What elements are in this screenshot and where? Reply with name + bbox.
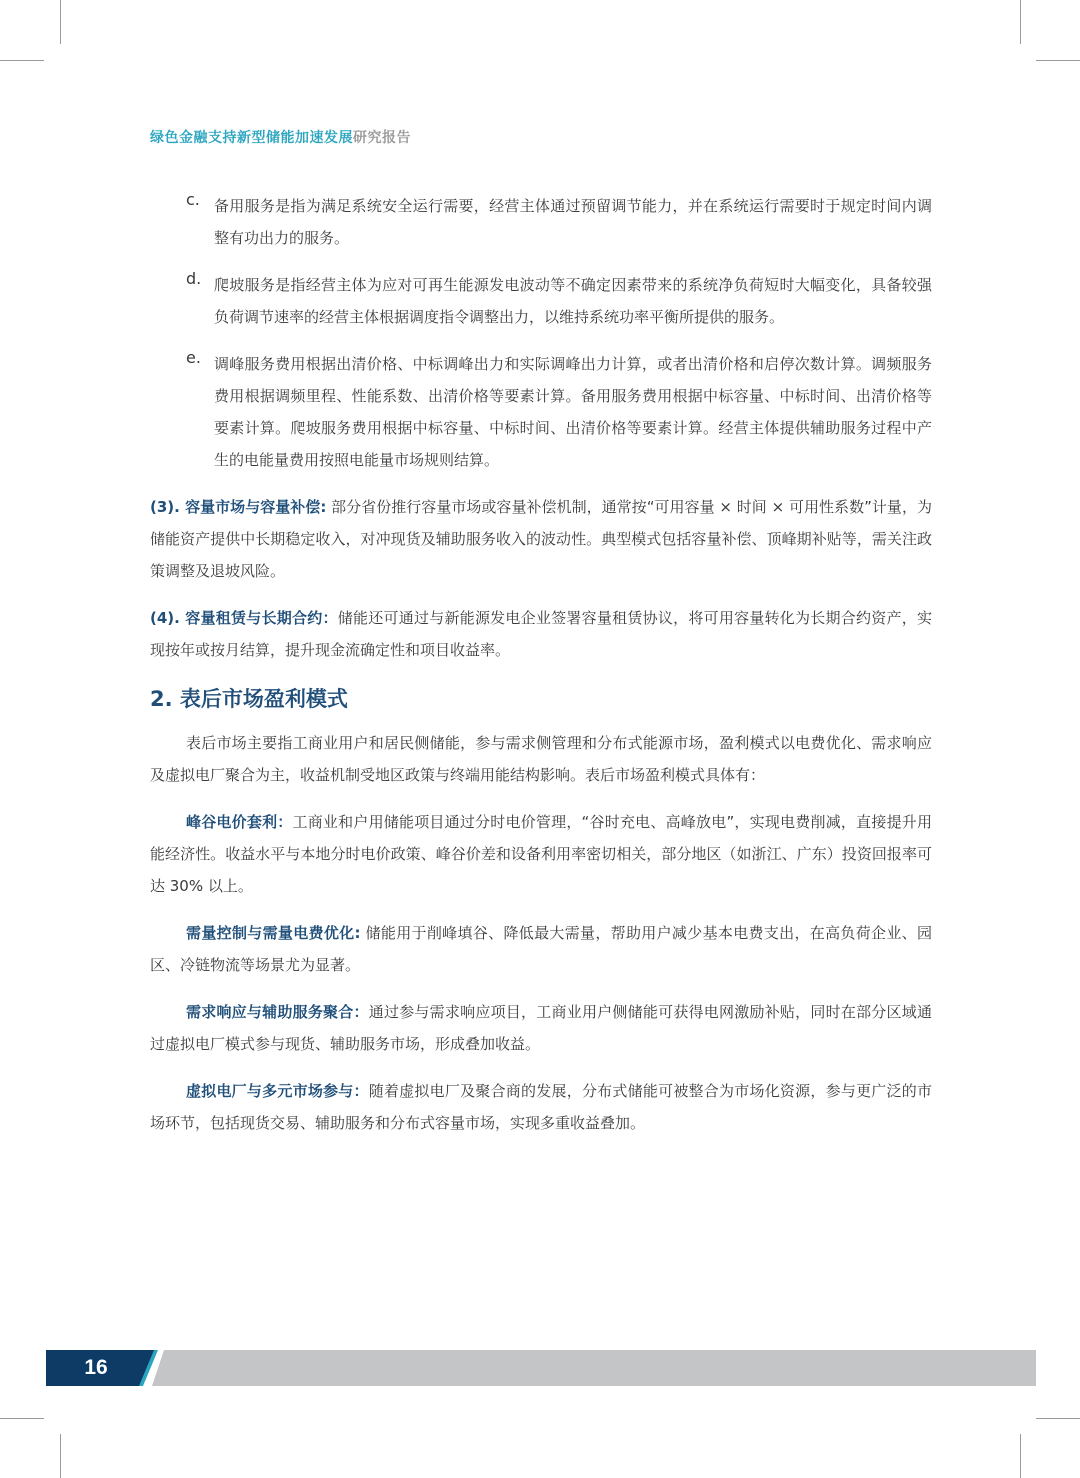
header-title-accent: 绿色金融支持新型储能加速发展 — [150, 130, 353, 146]
list-marker: c. — [186, 190, 200, 209]
section-heading: 2. 表后市场盈利模式 — [150, 687, 348, 711]
crop-mark — [1020, 1434, 1021, 1478]
list-item-text: 爬坡服务是指经营主体为应对可再生能源发电波动等不确定因素带来的系统净负荷短时大幅变化，具备较强负荷调节速率的经营主体根据调度指令调整出力，以维持系统功率平衡所提供的服务。 — [214, 276, 932, 326]
subsection-paragraph — [150, 491, 932, 587]
subsection-text: 部分省份推行容量市场或容量补偿机制，通常按“可用容量 × 时间 × 可用性系数”计量，为储能资产提供中长期稳定收入，对冲现货及辅助服务收入的波动性。典型模式包括容量补偿、顶峰期补贴等，需关注政策调整及退坡风险。 — [150, 498, 932, 580]
model-term: 需量控制与需量电费优化: — [186, 924, 361, 942]
list-item-text: 备用服务是指为满足系统安全运行需要，经营主体通过预留调节能力，并在系统运行需要时于规定时间内调整有功出力的服务。 — [214, 197, 932, 247]
crop-mark — [1020, 0, 1021, 44]
running-header — [150, 127, 411, 147]
subsection-term: (3). 容量市场与容量补偿: — [150, 498, 327, 516]
list-marker: e. — [186, 348, 201, 367]
page-number: 16 — [84, 1356, 108, 1379]
model-term: 虚拟电厂与多元市场参与： — [186, 1082, 369, 1100]
list-item — [150, 190, 932, 254]
subsection-paragraph — [150, 602, 932, 666]
list-item — [150, 348, 932, 476]
footer-bar — [46, 1350, 1036, 1386]
model-term: 峰谷电价套利： — [186, 813, 293, 831]
model-paragraph — [150, 806, 932, 902]
crop-mark — [1036, 60, 1080, 61]
crop-mark — [0, 1418, 44, 1419]
list-item-text: 调峰服务费用根据出清价格、中标调峰出力和实际调峰出力计算，或者出清价格和启停次数计算。调频服务费用根据调频里程、性能系数、出清价格等要素计算。备用服务费用根据中标容量、中标时间、出清价格等要素计算。爬坡服务费用根据中标容量、中标时间、出清价格等要素计算。经营主体提供辅助服务过程中产生的电能量费用按照电能量市场规则结算。 — [214, 355, 932, 469]
model-term: 需求响应与辅助服务聚合： — [186, 1003, 369, 1021]
crop-mark — [60, 0, 61, 44]
list-marker: d. — [186, 269, 202, 288]
model-paragraph — [150, 917, 932, 981]
crop-mark — [1036, 1418, 1080, 1419]
model-text: 随着虚拟电厂及聚合商的发展，分布式储能可被整合为市场化资源，参与更广泛的市场环节，包括现货交易、辅助服务和分布式容量市场，实现多重收益叠加。 — [150, 1082, 932, 1132]
subsection-text: 储能还可通过与新能源发电企业签署容量租赁协议，将可用容量转化为长期合约资产，实现按年或按月结算，提升现金流确定性和项目收益率。 — [150, 609, 932, 659]
crop-mark — [60, 1434, 61, 1478]
list-item — [150, 269, 932, 333]
page-content — [150, 190, 932, 1154]
model-text: 储能用于削峰填谷、降低最大需量，帮助用户减少基本电费支出，在高负荷企业、园区、冷链物流等场景尤为显著。 — [150, 924, 933, 974]
section-intro: 表后市场主要指工商业用户和居民侧储能，参与需求侧管理和分布式能源市场，盈利模式以电费优化、需求响应及虚拟电厂聚合为主，收益机制受地区政策与终端用能结构影响。表后市场盈利模式具体有： — [150, 734, 932, 784]
footer-bar-graphic — [46, 1350, 1036, 1386]
model-text: 通过参与需求响应项目，工商业用户侧储能可获得电网激励补贴，同时在部分区域通过虚拟电厂模式参与现货、辅助服务市场，形成叠加收益。 — [150, 1003, 932, 1053]
model-paragraph — [150, 996, 932, 1060]
subsection-term: (4). 容量租赁与长期合约： — [150, 609, 338, 627]
model-paragraph — [150, 1075, 932, 1139]
crop-mark — [0, 60, 44, 61]
model-text: 工商业和户用储能项目通过分时电价管理，“谷时充电、高峰放电”，实现电费削减，直接提升用能经济性。收益水平与本地分时电价政策、峰谷价差和设备利用率密切相关，部分地区（如浙江、广东）投资回报率可达 30% 以上。 — [150, 813, 932, 895]
header-title-plain: 研究报告 — [353, 130, 411, 146]
